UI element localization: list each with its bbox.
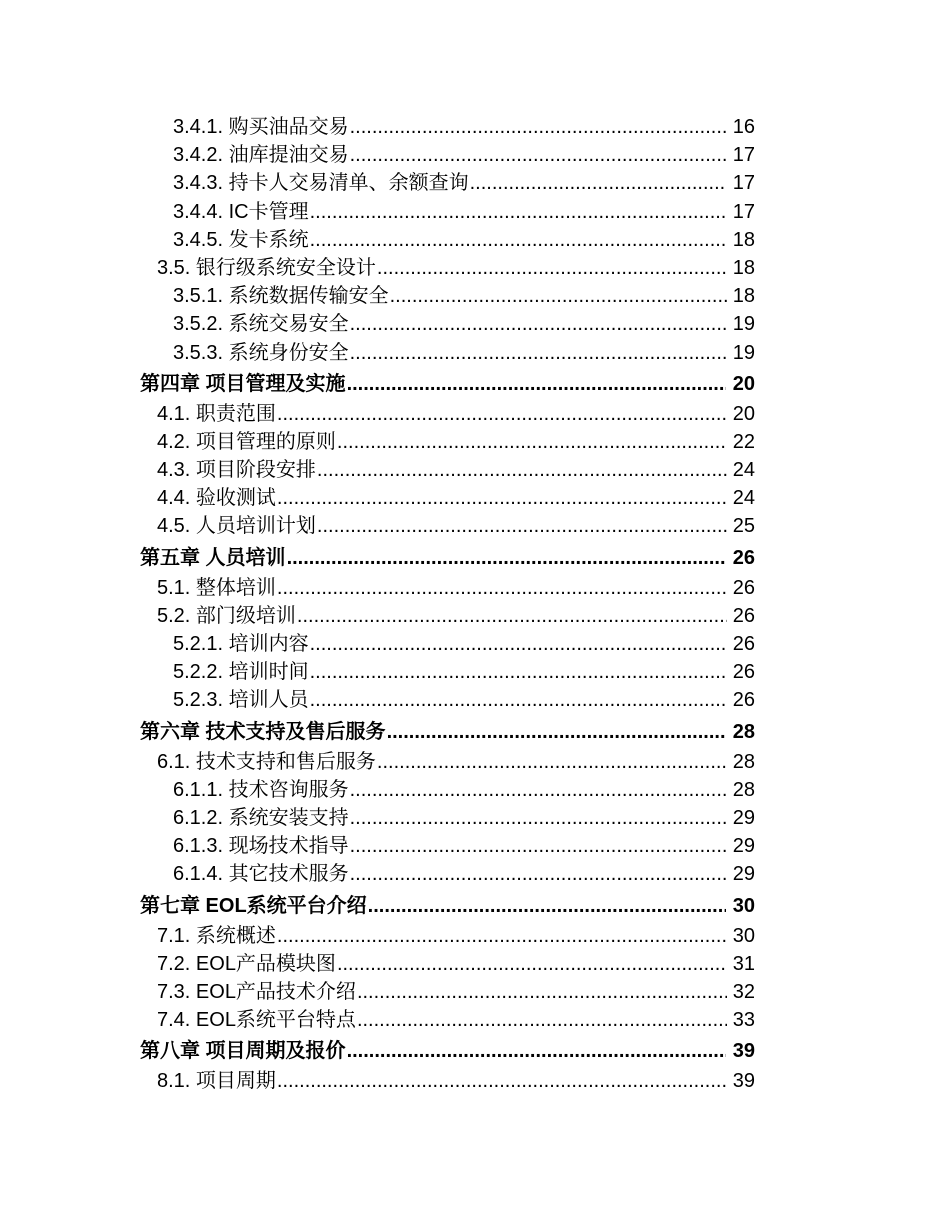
toc-page-number: 26 xyxy=(732,661,755,684)
toc-dot-leader xyxy=(297,602,727,630)
toc-page-number: 28 xyxy=(732,720,755,743)
toc-entry-title: 4.5. 人员培训计划 xyxy=(157,515,316,538)
toc-dot-leader xyxy=(350,804,727,832)
toc-dot-leader xyxy=(310,226,727,254)
toc-dot-leader xyxy=(347,1036,726,1067)
toc-dot-leader xyxy=(277,574,727,602)
toc-dot-leader xyxy=(277,400,727,428)
toc-entry[interactable] xyxy=(140,543,755,574)
toc-page-number: 20 xyxy=(732,372,755,395)
toc-entry-title: 6.1.4. 其它技术服务 xyxy=(173,863,349,886)
toc-page-number: 39 xyxy=(732,1040,755,1063)
toc-entry[interactable] xyxy=(157,428,755,456)
toc-page-number: 19 xyxy=(732,341,755,364)
toc-dot-leader xyxy=(350,339,727,367)
toc-dot-leader xyxy=(277,922,727,950)
toc-page-number: 26 xyxy=(732,576,755,599)
toc-entry[interactable] xyxy=(157,950,755,978)
toc-dot-leader xyxy=(310,686,727,714)
toc-entry[interactable] xyxy=(157,400,755,428)
toc-dot-leader xyxy=(310,630,727,658)
toc-page-number: 26 xyxy=(732,604,755,627)
toc-dot-leader xyxy=(377,254,727,282)
toc-entry[interactable] xyxy=(173,658,755,686)
toc-entry[interactable] xyxy=(157,484,755,512)
toc-entry-title: 7.3. EOL产品技术介绍 xyxy=(157,980,356,1003)
toc-dot-leader xyxy=(350,310,727,338)
toc-dot-leader xyxy=(350,860,727,888)
toc-entry-title: 3.4.3. 持卡人交易清单、余额查询 xyxy=(173,172,469,195)
toc-page-number: 18 xyxy=(732,228,755,251)
toc-page-number: 17 xyxy=(732,172,755,195)
toc-dot-leader xyxy=(287,543,726,574)
toc-entry[interactable] xyxy=(157,512,755,540)
toc-entry-title: 6.1.3. 现场技术指导 xyxy=(173,835,349,858)
toc-dot-leader xyxy=(317,456,727,484)
toc-entry[interactable] xyxy=(173,169,755,197)
toc-entry-title: 5.2.2. 培训时间 xyxy=(173,661,309,684)
toc-entry[interactable] xyxy=(157,748,755,776)
toc-dot-leader xyxy=(310,658,727,686)
toc-page-number: 26 xyxy=(732,546,755,569)
toc-entry-title: 3.4.1. 购买油品交易 xyxy=(173,116,349,138)
toc-entry-title: 6.1. 技术支持和售后服务 xyxy=(157,750,376,773)
toc-entry[interactable] xyxy=(157,922,755,950)
toc-entry[interactable] xyxy=(140,717,755,748)
toc-entry-title: 4.3. 项目阶段安排 xyxy=(157,459,316,482)
toc-dot-leader xyxy=(377,748,727,776)
toc-entry-title: 7.1. 系统概述 xyxy=(157,924,276,947)
toc-entry-title: 8.1. 项目周期 xyxy=(157,1070,276,1093)
toc-page-number: 28 xyxy=(732,778,755,801)
toc-page-number: 19 xyxy=(732,313,755,336)
toc-entry-title: 6.1.1. 技术咨询服务 xyxy=(173,778,349,801)
toc-entry-title: 3.5.2. 系统交易安全 xyxy=(173,313,349,336)
toc-page-number: 24 xyxy=(732,487,755,510)
toc-page-number: 30 xyxy=(732,924,755,947)
toc-entry-title: 第七章 EOL系统平台介绍 xyxy=(140,894,367,917)
toc-entry[interactable] xyxy=(173,310,755,338)
toc-entry[interactable] xyxy=(157,254,755,282)
toc-page-number: 28 xyxy=(732,750,755,773)
toc-entry[interactable] xyxy=(173,198,755,226)
toc-entry[interactable] xyxy=(140,369,755,400)
toc-page-number: 18 xyxy=(732,285,755,308)
toc-page-number: 39 xyxy=(732,1070,755,1093)
toc-dot-leader xyxy=(350,141,727,169)
toc-page-number: 26 xyxy=(732,689,755,712)
toc-dot-leader xyxy=(277,484,727,512)
toc-entry-title: 5.2.1. 培训内容 xyxy=(173,633,309,655)
toc-entry-title: 3.5.3. 系统身份安全 xyxy=(173,341,349,364)
toc-dot-leader xyxy=(350,776,727,804)
toc-page-number: 16 xyxy=(732,116,755,138)
toc-page-number: 18 xyxy=(732,256,755,279)
toc-entry[interactable] xyxy=(140,1036,755,1067)
toc-page-number: 17 xyxy=(732,144,755,167)
toc-entry-title: 3.4.4. IC卡管理 xyxy=(173,200,309,223)
toc-entry[interactable] xyxy=(173,339,755,367)
toc-dot-leader xyxy=(347,369,726,400)
toc-entry[interactable] xyxy=(140,891,755,922)
toc-entry[interactable] xyxy=(157,574,755,602)
toc-page-number: 32 xyxy=(732,980,755,1003)
toc-entry-title: 7.2. EOL产品模块图 xyxy=(157,952,336,975)
toc-entry-title: 4.4. 验收测试 xyxy=(157,487,276,510)
toc-page-number: 20 xyxy=(732,402,755,425)
toc-entry-title: 4.1. 职责范围 xyxy=(157,402,276,425)
toc-dot-leader xyxy=(357,978,727,1006)
toc-entry-title: 5.2.3. 培训人员 xyxy=(173,689,309,712)
toc-dot-leader xyxy=(387,717,726,748)
toc-dot-leader xyxy=(350,113,727,141)
toc-entry-title: 5.1. 整体培训 xyxy=(157,576,276,599)
toc-dot-leader xyxy=(357,1006,727,1034)
toc-page-number: 33 xyxy=(732,1009,755,1032)
toc-entry-title: 3.4.5. 发卡系统 xyxy=(173,228,309,251)
toc-entry[interactable] xyxy=(157,978,755,1006)
toc-dot-leader xyxy=(390,282,727,310)
toc-dot-leader xyxy=(277,1067,727,1095)
toc-dot-leader xyxy=(310,198,727,226)
toc-entry[interactable] xyxy=(157,602,755,630)
toc-entry-title: 3.5.1. 系统数据传输安全 xyxy=(173,285,389,308)
toc-entry[interactable] xyxy=(173,282,755,310)
toc-entry[interactable] xyxy=(173,832,755,860)
toc-entry[interactable] xyxy=(157,1006,755,1034)
toc-dot-leader xyxy=(470,169,727,197)
toc-entry-title: 第五章 人员培训 xyxy=(140,546,286,569)
toc-page-number: 24 xyxy=(732,459,755,482)
toc-dot-leader xyxy=(337,428,727,456)
toc-entry[interactable] xyxy=(173,804,755,832)
toc-dot-leader xyxy=(337,950,727,978)
toc-entry-title: 6.1.2. 系统安装支持 xyxy=(173,806,349,829)
toc-entry-title: 第八章 项目周期及报价 xyxy=(140,1040,346,1063)
toc-dot-leader xyxy=(368,891,726,922)
toc-dot-leader xyxy=(350,832,727,860)
toc-entry[interactable] xyxy=(173,113,755,141)
toc-page-number: 17 xyxy=(732,200,755,223)
toc-page-number: 26 xyxy=(732,633,755,655)
toc-dot-leader xyxy=(317,512,727,540)
toc-entry-title: 第四章 项目管理及实施 xyxy=(140,372,346,395)
toc-entry-title: 3.4.2. 油库提油交易 xyxy=(173,144,349,167)
toc-page-number: 31 xyxy=(732,952,755,975)
toc-page-number: 22 xyxy=(732,430,755,453)
toc-entry[interactable] xyxy=(157,1067,755,1095)
toc-page-number: 25 xyxy=(732,515,755,538)
toc-entry[interactable] xyxy=(157,456,755,484)
toc-page-number: 29 xyxy=(732,835,755,858)
toc-page-number: 30 xyxy=(732,894,755,917)
toc-entry-title: 4.2. 项目管理的原则 xyxy=(157,430,336,453)
toc-entry[interactable] xyxy=(173,686,755,714)
toc-entry[interactable] xyxy=(173,226,755,254)
table-of-contents xyxy=(0,113,950,1095)
toc-entry-title: 3.5. 银行级系统安全设计 xyxy=(157,256,376,279)
toc-page-number: 29 xyxy=(732,863,755,886)
toc-entry[interactable] xyxy=(173,776,755,804)
toc-entry-title: 5.2. 部门级培训 xyxy=(157,604,296,627)
toc-entry[interactable] xyxy=(173,141,755,169)
toc-entry-title: 7.4. EOL系统平台特点 xyxy=(157,1009,356,1032)
toc-entry[interactable] xyxy=(173,860,755,888)
toc-entry-title: 第六章 技术支持及售后服务 xyxy=(140,720,386,743)
toc-page-number: 29 xyxy=(732,806,755,829)
toc-entry[interactable] xyxy=(173,630,755,658)
